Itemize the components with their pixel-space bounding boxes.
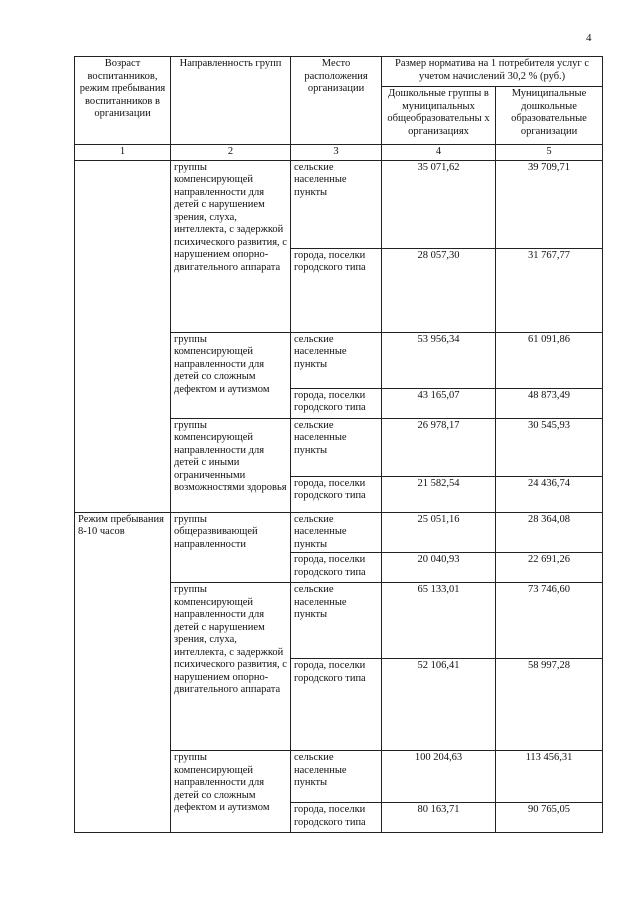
value-school: 21 582,54 (382, 476, 496, 512)
age-cell: Режим пребывания 8-10 часов (75, 512, 171, 833)
value-preschool: 61 091,86 (496, 332, 603, 388)
location-rural: сельские населенные пункты (291, 418, 382, 476)
location-rural: сельские населенные пункты (291, 332, 382, 388)
column-number-row (75, 145, 603, 161)
value-school: 25 051,16 (382, 512, 496, 553)
column-number: 2 (171, 145, 291, 161)
location-urban: города, поселки городского типа (291, 388, 382, 418)
value-preschool: 30 545,93 (496, 418, 603, 476)
header-direction: Направленность групп (171, 57, 291, 145)
value-preschool: 113 456,31 (496, 751, 603, 803)
value-preschool: 28 364,08 (496, 512, 603, 553)
direction-cell: группы компенсирующей направленности для детей со сложным дефектом и аутизмом (171, 332, 291, 418)
direction-cell: группы компенсирующей направленности для детей со сложным дефектом и аутизмом (171, 751, 291, 833)
value-preschool: 24 436,74 (496, 476, 603, 512)
value-school: 100 204,63 (382, 751, 496, 803)
value-school: 20 040,93 (382, 553, 496, 583)
table-row (75, 512, 603, 553)
header-norm-title: Размер норматива на 1 потребителя услуг с учетом начислений 30,2 % (руб.) (382, 57, 603, 87)
header-row (75, 57, 603, 87)
direction-cell: группы компенсирующей направленности для детей с нарушением зрения, слуха, интеллекта, с задержкой психического развития, с нарушением опорно-двигательного аппарата (171, 583, 291, 751)
normative-table (74, 56, 603, 833)
location-rural: сельские населенные пункты (291, 160, 382, 248)
direction-cell: группы общеразвивающей направленности (171, 512, 291, 583)
location-rural: сельские населенные пункты (291, 512, 382, 553)
value-preschool: 73 746,60 (496, 583, 603, 659)
direction-cell: группы компенсирующей направленности для детей с нарушением зрения, слуха, интеллекта, с задержкой психического развития, с нарушением опорно-двигательного аппарата (171, 160, 291, 332)
value-preschool: 58 997,28 (496, 659, 603, 751)
location-urban: города, поселки городского типа (291, 476, 382, 512)
location-urban: города, поселки городского типа (291, 248, 382, 332)
value-preschool: 90 765,05 (496, 803, 603, 833)
location-rural: сельские населенные пункты (291, 583, 382, 659)
header-school-groups: Дошкольные группы в муниципальных общеобразовательны х организациях (382, 87, 496, 145)
age-cell (75, 160, 171, 512)
value-preschool: 22 691,26 (496, 553, 603, 583)
value-school: 80 163,71 (382, 803, 496, 833)
header-location: Место расположения организации (291, 57, 382, 145)
value-school: 28 057,30 (382, 248, 496, 332)
value-school: 35 071,62 (382, 160, 496, 248)
value-preschool: 39 709,71 (496, 160, 603, 248)
value-preschool: 48 873,49 (496, 388, 603, 418)
direction-cell: группы компенсирующей направленности для детей с иными ограниченными возможностями здоровья (171, 418, 291, 512)
table-row (75, 160, 603, 248)
column-number: 1 (75, 145, 171, 161)
value-school: 52 106,41 (382, 659, 496, 751)
value-school: 26 978,17 (382, 418, 496, 476)
column-number: 5 (496, 145, 603, 161)
location-rural: сельские населенные пункты (291, 751, 382, 803)
header-age: Возраст воспитанников, режим пребывания воспитанников в организации (75, 57, 171, 145)
location-urban: города, поселки городского типа (291, 803, 382, 833)
value-school: 43 165,07 (382, 388, 496, 418)
location-urban: города, поселки городского типа (291, 553, 382, 583)
value-school: 53 956,34 (382, 332, 496, 388)
location-urban: города, поселки городского типа (291, 659, 382, 751)
header-preschool-orgs: Муниципальные дошкольные образовательные организации (496, 87, 603, 145)
value-preschool: 31 767,77 (496, 248, 603, 332)
value-school: 65 133,01 (382, 583, 496, 659)
column-number: 4 (382, 145, 496, 161)
page-number: 4 (586, 32, 592, 44)
column-number: 3 (291, 145, 382, 161)
